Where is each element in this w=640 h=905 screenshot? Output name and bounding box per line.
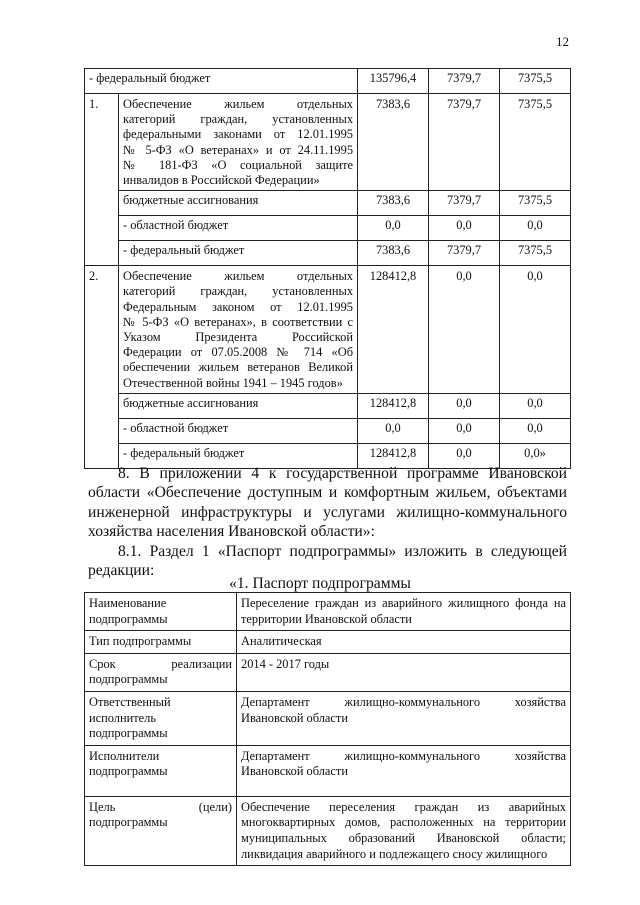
value-cell: 7375,5: [500, 241, 571, 266]
passport-value: [237, 631, 571, 654]
passport-value: [237, 653, 571, 691]
row-label: - федеральный бюджет: [119, 241, 358, 266]
passport-row: [85, 631, 571, 654]
text-line: № 5-ФЗ «О ветеранах» и от 24.11.1995: [123, 142, 354, 157]
text-line: Ответственный: [89, 694, 171, 709]
row-label: - федеральный бюджет: [119, 443, 358, 468]
text-line: исполнитель: [89, 710, 156, 725]
passport-label: [85, 745, 237, 796]
text-line: многоквартирных домов, расположенных на территории: [241, 815, 566, 830]
text-line: Отечественной войны 1941 – 1945 годов»: [123, 375, 343, 390]
value-cell: 135796,4: [358, 69, 429, 94]
budget-table: [84, 68, 571, 469]
text-line: 2014 - 2017 годы: [241, 656, 330, 671]
text-line: Цель (цели): [89, 799, 232, 814]
row-label: бюджетные ассигнования: [119, 393, 358, 418]
text-line: подпрограммы: [89, 815, 168, 830]
text-line: территории Ивановской области: [241, 611, 412, 626]
value-cell: 128412,8: [358, 393, 429, 418]
text-line: области «Обеспечение доступным и комфортным жильем, объектами: [88, 484, 567, 502]
text-line: Указом Президента Российской: [123, 330, 354, 345]
table-row: [85, 94, 571, 191]
value-cell: 0,0: [429, 443, 500, 468]
passport-label: [85, 631, 237, 654]
item-number: 2.: [85, 266, 119, 469]
row-label: бюджетные ассигнования: [119, 191, 358, 216]
passport-row: [85, 653, 571, 691]
item-title: [119, 94, 358, 191]
value-cell: 7379,7: [429, 191, 500, 216]
value-cell: 7375,5: [500, 94, 571, 191]
text-line: инвалидов в Российской Федерации»: [123, 173, 320, 188]
passport-row: [85, 691, 571, 745]
text-line: Федерации от 07.05.2008 № 714 «Об: [123, 345, 354, 360]
value-cell: 0,0: [429, 393, 500, 418]
value-cell: 0,0: [500, 418, 571, 443]
item-number: 1.: [85, 94, 119, 266]
text-line: 8. В приложении 4 к государственной программе Ивановской: [118, 465, 567, 482]
value-cell: 0,0: [500, 393, 571, 418]
page-number: 12: [556, 34, 569, 49]
row-label: - областной бюджет: [119, 216, 358, 241]
text-line: Наименование: [89, 596, 167, 610]
text-line: Департамент жилищно-коммунального хозяйства: [241, 694, 566, 709]
table-row: [85, 241, 571, 266]
table-row: [85, 69, 571, 94]
value-cell: 0,0: [429, 418, 500, 443]
text-line: Срок реализации: [89, 656, 232, 671]
text-line: редакции:: [88, 562, 155, 580]
passport-value: [237, 745, 571, 796]
text-line: Переселение граждан из аварийного жилищного фонда на: [241, 596, 566, 610]
value-cell: 0,0: [358, 418, 429, 443]
text-line: № 181-ФЗ «О социальной защите: [123, 157, 354, 172]
passport-label: [85, 593, 237, 631]
table-row: [85, 266, 571, 394]
value-cell: 0,0: [429, 216, 500, 241]
text-line: Федеральным законом от 12.01.1995: [123, 299, 354, 314]
text-line: муниципальных образований Ивановской области;: [241, 830, 566, 845]
value-cell: 7375,5: [500, 191, 571, 216]
text-line: Ивановской области: [241, 710, 348, 725]
row-label: - федеральный бюджет: [85, 69, 358, 94]
text-line: Ивановской области: [241, 764, 348, 779]
text-line: подпрограммы: [89, 611, 168, 626]
value-cell: 7383,6: [358, 241, 429, 266]
value-cell: 7379,7: [429, 69, 500, 94]
text-line: федеральными законами от 12.01.1995: [123, 127, 354, 142]
value-cell: 7375,5: [500, 69, 571, 94]
value-cell: 7383,6: [358, 191, 429, 216]
text-line: Исполнители: [89, 748, 160, 763]
text-line: подпрограммы: [89, 764, 168, 779]
value-cell: 7379,7: [429, 241, 500, 266]
text-line: Аналитическая: [241, 634, 322, 649]
passport-heading: «1. Паспорт подпрограммы: [229, 575, 411, 592]
text-line: подпрограммы: [89, 672, 168, 687]
text-line: хозяйства населения Ивановской области»:: [88, 523, 375, 541]
text-line: Департамент жилищно-коммунального хозяйства: [241, 748, 566, 763]
text-line: Тип подпрограммы: [89, 634, 192, 649]
text-line: № 5-ФЗ «О ветеранах», в соответствии с: [123, 314, 354, 329]
text-line: ликвидация аварийного и подлежащего сносу жилищного: [241, 846, 548, 861]
passport-value: [237, 691, 571, 745]
passport-row: [85, 796, 571, 865]
text-line: 8.1. Раздел 1 «Паспорт подпрограммы» изложить в следующей: [118, 543, 567, 560]
value-cell: 0,0: [358, 216, 429, 241]
passport-value: [237, 593, 571, 631]
passport-table: [84, 592, 571, 866]
passport-row: [85, 745, 571, 796]
text-line: обеспечении жильем ветеранов Великой: [123, 360, 354, 375]
passport-row: [85, 593, 571, 631]
value-cell: 7379,7: [429, 94, 500, 191]
text-line: подпрограммы: [89, 726, 168, 741]
text-line: Обеспечение жильем отдельных: [123, 269, 354, 284]
text-line: Обеспечение жильем отдельных: [123, 97, 354, 111]
passport-label: [85, 796, 237, 865]
value-cell: 0,0»: [500, 443, 571, 468]
table-row: [85, 216, 571, 241]
text-line: Обеспечение переселения граждан из аварийных: [241, 799, 566, 814]
table-row: [85, 191, 571, 216]
table-row: [85, 418, 571, 443]
item-title: [119, 266, 358, 394]
value-cell: 128412,8: [358, 266, 429, 394]
text-line: категорий граждан, установленных: [123, 284, 354, 299]
paragraph-8: [88, 464, 567, 542]
value-cell: 7383,6: [358, 94, 429, 191]
text-line: инженерной инфраструктуры и услугами жилищно-коммунального: [88, 503, 567, 521]
row-label: - областной бюджет: [119, 418, 358, 443]
value-cell: 0,0: [500, 216, 571, 241]
passport-label: [85, 691, 237, 745]
value-cell: 0,0: [429, 266, 500, 394]
passport-label: [85, 653, 237, 691]
text-line: категорий граждан, установленных: [123, 112, 354, 127]
value-cell: 128412,8: [358, 443, 429, 468]
table-row: [85, 393, 571, 418]
value-cell: 0,0: [500, 266, 571, 394]
passport-value: [237, 796, 571, 865]
